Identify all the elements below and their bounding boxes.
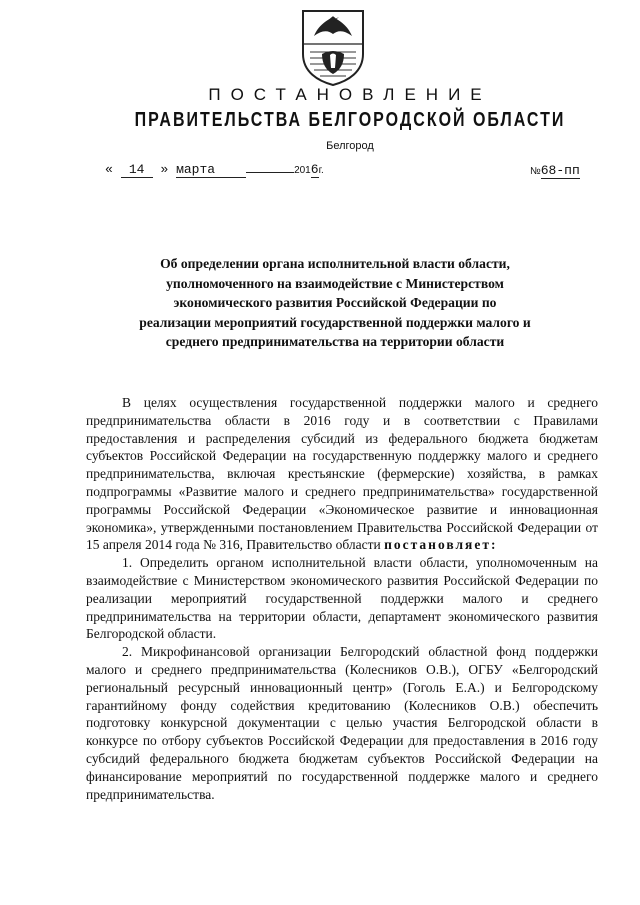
document-type-title: ПОСТАНОВЛЕНИЕ	[208, 85, 492, 104]
date-close-quote: »	[160, 162, 169, 177]
document-number	[530, 163, 580, 179]
resolution-body	[86, 394, 598, 803]
clause-2-paragraph: 2. Микрофинансовой организации Белгородский областной фонд поддержки малого и среднего предпринимательства (Колесников О.В.), ОГБУ «Белгородский региональный ресурсный инновационный центр» (Гоголь Е.А.) и Белгородскому гарантийному фонду содействия кредитованию (Колесников О.В.) обеспечить подготовку конкурсной документации с целью участия Белгородской области в конкурсе по отбору субъектов Российской Федерации для предоставления в 2016 году субсидий федерального бюджета бюджетам субъектов Российской Федерации на финансирование мероприятий по государственной поддержке малого и среднего предпринимательства.	[86, 644, 598, 802]
issuing-authority: ПРАВИТЕЛЬСТВА БЕЛГОРОДСКОЙ ОБЛАСТИ	[134, 109, 566, 131]
number-sign: №	[530, 166, 541, 177]
resolution-heading	[120, 254, 550, 352]
number-value: 68-пп	[540, 163, 580, 178]
date-open-quote: «	[105, 162, 113, 177]
coat-of-arms-emblem	[300, 8, 366, 86]
date-month: марта	[176, 162, 246, 178]
date-day: 14	[121, 162, 153, 178]
heading-line: экономического развития Российской Федерации по	[173, 295, 497, 310]
date-year-suffix: г.	[318, 165, 324, 176]
preamble-paragraph	[86, 394, 598, 554]
heading-line: реализации мероприятий государственной поддержки малого и	[139, 314, 531, 330]
date-year-digit: 6	[310, 162, 319, 177]
date-year-prefix: 201	[294, 165, 311, 176]
preamble-text: В целях осуществления государственной поддержки малого и среднего предпринимательства области в 2016 году и в соответствии с Правилами предоставления и распределения субсидий из федерального бюджета бюджетам субъектов Российской Федерации на государственную поддержку малого и среднего предпринимательства, включая крестьянские (фермерские) хозяйства, в рамках подпрограммы «Развитие малого и среднего предпринимательства» государственной программы Российской Федерации «Экономическое развитие и инновационная экономика», утвержденными постановлением Правительства Российской Федерации от 15 апреля 2014 года № 316, Правительство области	[86, 395, 598, 553]
city-label: Белгород	[326, 140, 374, 152]
heading-line: Об определении органа исполнительной власти области,	[160, 256, 510, 271]
heading-line: уполномоченного на взаимодействие с Министерством	[166, 275, 504, 291]
clause-1-paragraph: 1. Определить органом исполнительной власти области, уполномоченным на взаимодействие с Министерством экономического развития Российской Федерации по реализации мероприятий государственной поддержки малого и среднего предпринимательства на территории области, департамент экономического развития Белгородской области.	[86, 555, 598, 642]
document-date	[105, 162, 324, 178]
heading-line: среднего предпринимательства на территории области	[165, 334, 505, 349]
decree-word: постановляет:	[384, 537, 498, 553]
date-underline	[246, 172, 294, 173]
